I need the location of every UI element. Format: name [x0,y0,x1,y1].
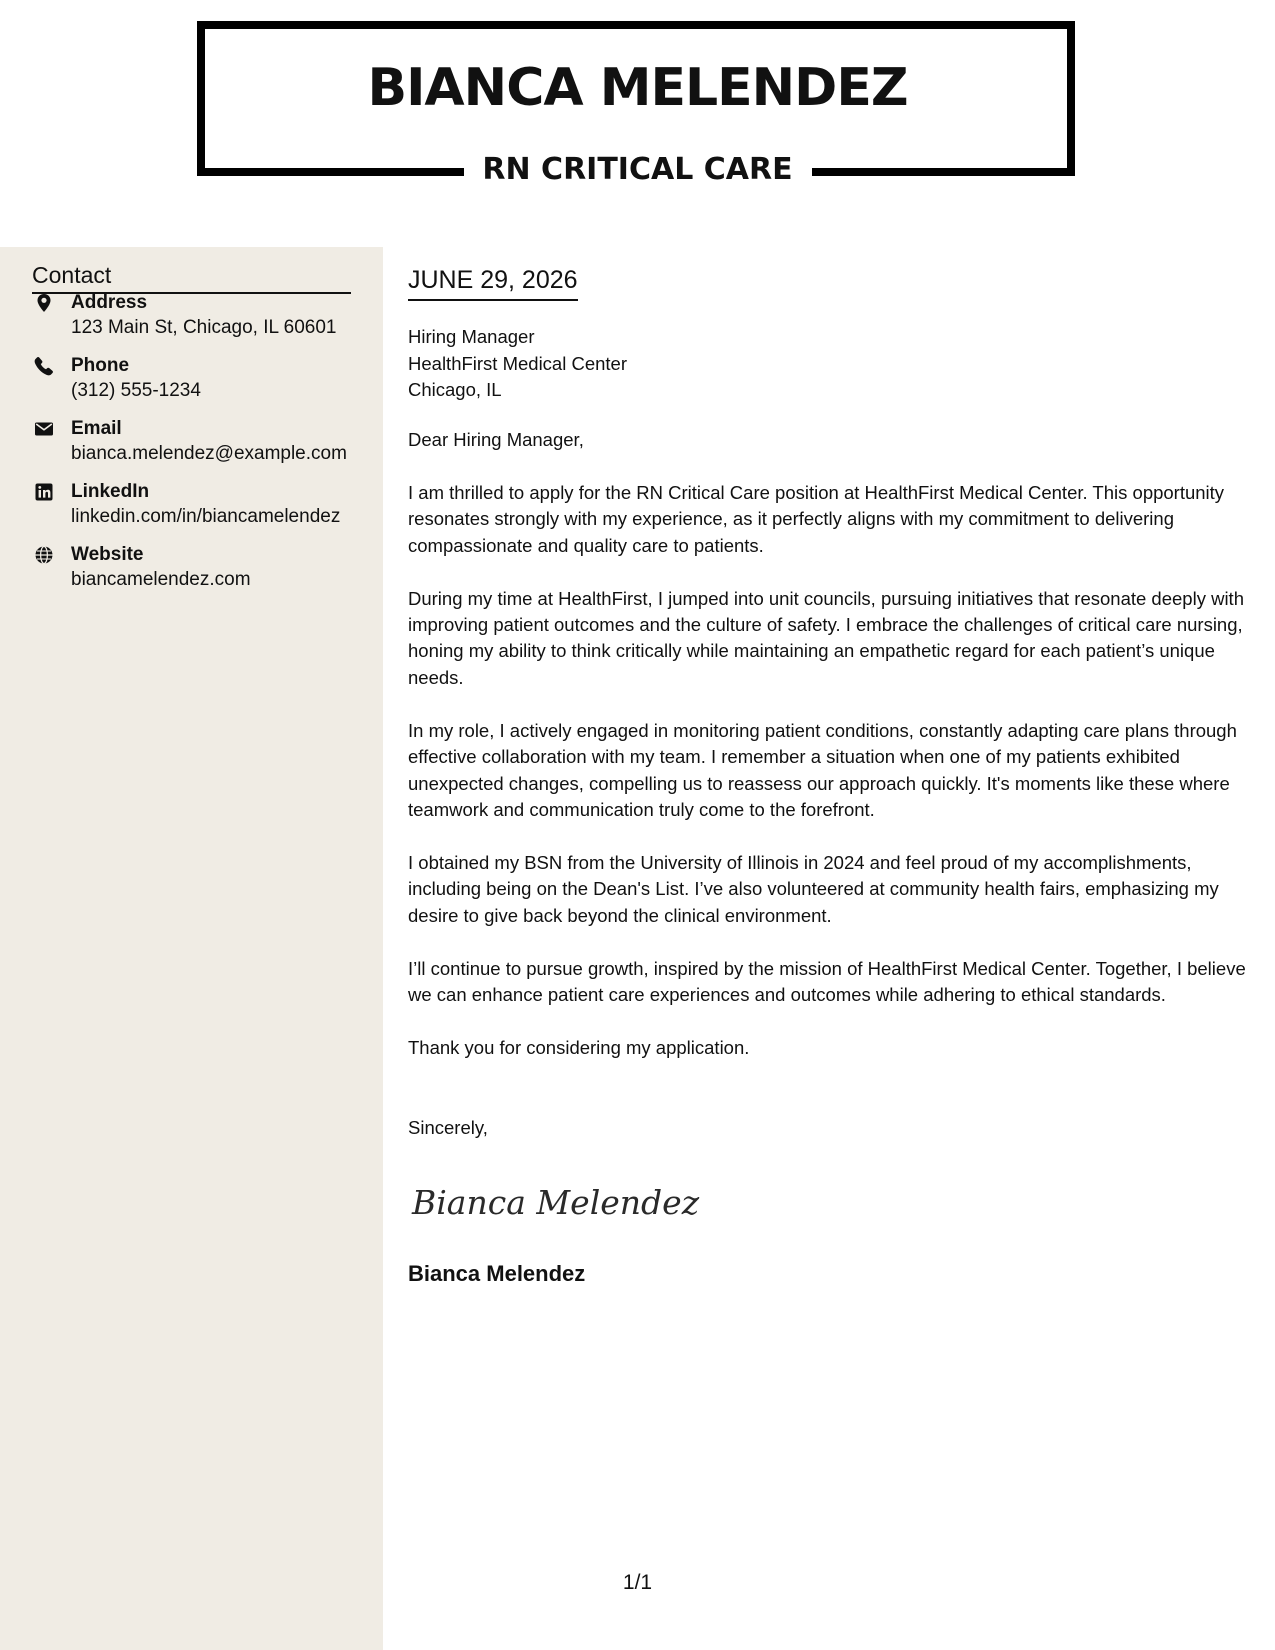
phone-value: (312) 555-1234 [71,380,201,401]
signed-name: Bianca Melendez [408,1261,586,1286]
closing: Sincerely, [408,1117,488,1138]
recipient-location: Chicago, IL [408,379,502,400]
email-label: Email [71,418,122,439]
body-paragraph: During my time at HealthFirst, I jumped into unit councils, pursuing initiatives that resonate deeply with improving patient outcomes and the culture of safety. I embrace the challenges of critical care nursing, honing my ability to think critically while maintaining an empathetic regard for each patient’s unique needs. [408,587,1244,688]
body-paragraph: I obtained my BSN from the University of Illinois in 2024 and feel proud of my accomplishments, including being on the Dean's List. I’ve also volunteered at community health fairs, emphasizing my desire to give back beyond the clinical environment. [408,851,1219,926]
website-label: Website [71,544,144,565]
letter-date: JUNE 29, 2026 [408,266,578,301]
body-paragraph: In my role, I actively engaged in monitoring patient conditions, constantly adapting care plans through effective collaboration with my team. I remember a situation when one of my patients exhibited unexpected changes, compelling us to reassess our approach quickly. It's moments like these where teamwork and communication truly come to the forefront. [408,719,1237,820]
recipient-block [408,324,627,404]
body-paragraph: Thank you for considering my application. [408,1036,750,1058]
phone-label: Phone [71,355,130,376]
address-label: Address [71,292,148,313]
contact-heading: Contact [32,262,351,294]
address-value: 123 Main St, Chicago, IL 60601 [71,317,337,338]
recipient-company: HealthFirst Medical Center [408,352,627,374]
phone-icon [34,356,54,376]
body-paragraph: I’ll continue to pursue growth, inspired by the mission of HealthFirst Medical Center. Together, I believe we can enhance patient care experiences and outcomes while adhering to ethical standards. [408,957,1246,1005]
linkedin-value: linkedin.com/in/biancamelendez [71,506,341,527]
linkedin-icon [34,482,54,502]
job-title: RN CRITICAL CARE [482,152,793,187]
linkedin-label: LinkedIn [71,481,150,502]
website-value: biancamelendez.com [71,569,251,590]
salutation: Dear Hiring Manager, [408,429,584,450]
letter-body [408,427,1253,1088]
location-pin-icon [34,293,54,313]
body-paragraph: I am thrilled to apply for the RN Critical Care position at HealthFirst Medical Center. This opportunity resonates strongly with my experience, as it perfectly aligns with my commitment to delivering compassionate and quality care to patients. [408,481,1225,556]
recipient-name: Hiring Manager [408,326,535,347]
globe-icon [34,545,54,565]
signature-text: Bianca Melendez [412,1183,700,1222]
candidate-name: BIANCA MELENDEZ [367,58,908,118]
handwritten-signature [408,1176,700,1228]
envelope-icon [34,419,54,439]
email-value: bianca.melendez@example.com [71,443,347,464]
page-number: 1/1 [622,1571,653,1594]
